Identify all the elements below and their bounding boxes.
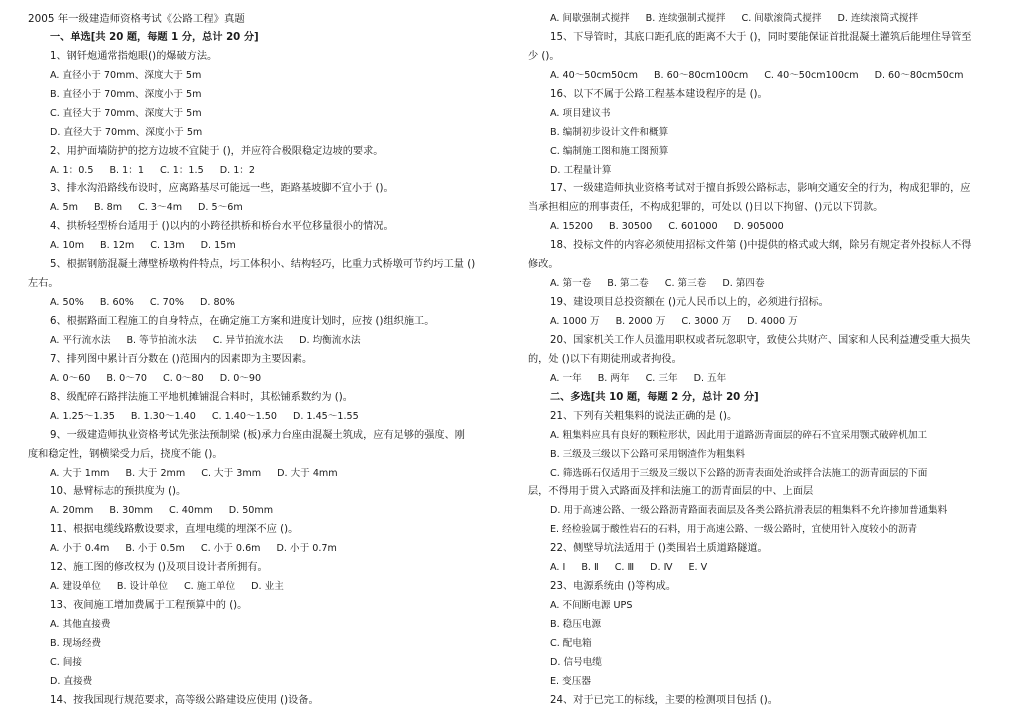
option-b: B. 30500 [609, 221, 653, 233]
question-14: 14、按我国现行规范要求，高等级公路建设应使用 ()设备。 [50, 694, 319, 706]
option-d: D. 0～90 [219, 372, 262, 384]
question-23-option-d: D. 信号电缆 [550, 656, 602, 668]
option-c: C. Ⅲ [614, 562, 635, 574]
question-1: 1、钢钎炮通常指炮眼()的爆破方法。 [50, 50, 218, 62]
question-4: 4、拱桥轻型桥台适用于 ()以内的小跨径拱桥和桥台水平位移量很小的情况。 [50, 221, 394, 233]
question-21-option-a: A. 粗集料应具有良好的颗粒形状，因此用于道路沥青面层的碎石不宜采用颚式破碎机加工 [550, 429, 928, 441]
option-d: D. 连续滚筒式搅拌 [837, 13, 919, 24]
option-d: D. 小于 0.7m [276, 543, 337, 555]
option-c: C. 3～4m [138, 202, 183, 214]
option-d: D. 均衡流水法 [299, 334, 361, 346]
option-d: D. 15m [200, 240, 236, 252]
question-15-line-1: 15、下导管时，其底口距孔底的距离不大于 ()，同时要能保证首批混凝土灌筑后能埋住导管至 [550, 31, 972, 43]
question-16: 16、以下不属于公路工程基本建设程序的是 ()。 [550, 88, 768, 100]
option-a: A. 1：0.5 [50, 164, 94, 176]
option-c: C. 间歇滚筒式搅拌 [741, 13, 822, 24]
question-19: 19、建设项目总投资额在 ()元人民币以上的，必须进行招标。 [550, 297, 829, 309]
question-19-options [528, 313, 998, 332]
question-3-options [28, 199, 502, 218]
option-c: C. 601000 [668, 221, 718, 233]
question-17-line-2: 当承担相应的刑事责任，不构成犯罪的，可处以 ()日以下拘留、()元以下罚款。 [528, 202, 884, 214]
question-14-options [528, 10, 998, 29]
section-heading-single-choice: 一、单选[共 20 题，每题 1 分，总计 20 分] [50, 31, 259, 43]
question-2-options [28, 162, 502, 181]
option-a: A. 间歇强制式搅拌 [550, 13, 630, 24]
option-d: D. 五年 [693, 372, 727, 384]
option-d: D. 80% [199, 297, 235, 309]
option-b: B. 2000 万 [615, 316, 666, 327]
question-13-option-c: C. 间接 [50, 656, 82, 668]
option-c: C. 三年 [645, 372, 678, 384]
option-d: D. 50mm [228, 505, 274, 517]
option-b: B. 等节拍流水法 [126, 334, 197, 346]
question-21-option-c-line-1: C. 筛选砾石仅适用于三级及三级以下公路的沥青表面处治或拌合法施工的沥青面层的下面 [550, 467, 928, 479]
option-b: B. 30mm [109, 505, 153, 517]
option-a: A. 第一卷 [550, 278, 592, 290]
question-13-option-d: D. 直接费 [50, 675, 93, 687]
option-c: C. 0～80 [163, 372, 204, 384]
document-title: 2005 年一级建造师资格考试《公路工程》真题 [28, 13, 245, 25]
option-d: D. 60～80cm50cm [874, 69, 964, 81]
section-heading-multiple-choice: 二、多选[共 10 题，每题 2 分，总计 20 分] [550, 391, 759, 403]
right-column [528, 10, 998, 711]
question-6: 6、根据路面工程施工的自身特点，在确定施工方案和进度计划时，应按 ()组织施工。 [50, 316, 435, 327]
question-21-option-b: B. 三级及三级以下公路可采用钢渣作为粗集料 [550, 448, 745, 460]
question-15-options [528, 67, 998, 86]
question-24: 24、对于已完工的标线，主要的检测项目包括 ()。 [550, 694, 778, 706]
question-7-options [28, 370, 502, 389]
question-1-option-d: D. 直径大于 70mm、深度小于 5m [50, 126, 203, 138]
option-a: A. 5m [50, 202, 78, 214]
option-d: D. 大于 4mm [277, 467, 338, 479]
option-a: A. 大于 1mm [50, 467, 110, 479]
option-a: A. 建设单位 [50, 581, 101, 593]
option-c: C. 40～50cm100cm [764, 69, 859, 81]
option-b: B. 12m [100, 240, 135, 252]
option-d: D. 1.45～1.55 [292, 410, 359, 422]
option-b: B. 1.30～1.40 [130, 410, 196, 422]
question-12-options [28, 578, 502, 597]
question-23-option-c: C. 配电箱 [550, 637, 592, 649]
option-a: A. 0～60 [50, 372, 91, 384]
question-9-line-1: 9、一级建造师执业资格考试先张法预制梁 (板)承力台座由混凝土筑成，应有足够的强度、刚 [50, 429, 465, 441]
question-21-option-d: D. 用于高速公路、一级公路沥青路面表面层及各类公路抗滑表层的粗集料不允许掺加普通集料 [550, 505, 948, 517]
question-20-line-2: 的，处 ()以下有期徒刑或者拘役。 [528, 353, 682, 365]
question-1-option-c: C. 直径大于 70mm、深度大于 5m [50, 107, 202, 119]
option-c: C. 异节拍流水法 [212, 334, 284, 346]
option-d: D. 905000 [733, 221, 784, 233]
option-b: B. 小于 0.5m [125, 543, 185, 555]
option-d: D. 4000 万 [747, 316, 798, 327]
question-17-options [528, 218, 998, 237]
question-18-line-1: 18、投标文件的内容必须使用招标文件第 ()中提供的格式或大纲，除另有规定者外投标人不得 [550, 240, 972, 252]
option-d: D. 业主 [251, 581, 284, 593]
option-c: C. 施工单位 [183, 581, 236, 593]
option-a: A. 40～50cm50cm [550, 69, 638, 81]
question-20-line-1: 20、国家机关工作人员滥用职权或者玩忽职守，致使公共财产、国家和人民利益遭受重大损失 [550, 334, 971, 346]
option-b: B. 60～80cm100cm [653, 69, 749, 81]
question-9-line-2: 度和稳定性，钢横梁受力后，挠度不能 ()。 [28, 448, 223, 460]
option-c: C. 大于 3mm [201, 467, 262, 479]
question-1-option-a: A. 直径小于 70mm、深度大于 5m [50, 69, 202, 81]
question-15-line-2: 少 ()。 [528, 50, 560, 62]
question-17-line-1: 17、一级建造师执业资格考试对于擅自拆毁公路标志，影响交通安全的行为，构成犯罪的，应 [550, 183, 971, 195]
option-a: A. 一年 [550, 372, 582, 384]
option-a: A. 1000 万 [550, 316, 600, 327]
question-16-option-d: D. 工程量计算 [550, 164, 612, 176]
question-23-option-e: E. 变压器 [550, 675, 591, 687]
option-c: C. 3000 万 [681, 316, 732, 327]
question-13: 13、夜间施工增加费属于工程预算中的 ()。 [50, 600, 248, 612]
option-c: C. 70% [149, 297, 184, 309]
question-20-options [528, 370, 998, 389]
question-13-option-a: A. 其他直接费 [50, 619, 111, 630]
question-5-options [28, 294, 502, 313]
question-23-option-b: B. 稳压电源 [550, 619, 602, 630]
option-b: B. 1：1 [109, 164, 144, 176]
question-21-option-e: E. 经检验属于酸性岩石的石料，用于高速公路、一级公路时，宜使用针入度较小的沥青 [550, 524, 918, 536]
option-d: D. Ⅳ [650, 562, 673, 574]
option-c: C. 40mm [169, 505, 213, 517]
option-a: A. Ⅰ [550, 562, 566, 574]
question-8-options [28, 408, 502, 427]
option-b: B. 60% [99, 297, 134, 309]
question-1-option-b: B. 直径小于 70mm、深度小于 5m [50, 88, 202, 100]
option-b: B. 设计单位 [116, 581, 168, 593]
option-d: D. 第四卷 [722, 278, 765, 290]
question-16-option-b: B. 编制初步设计文件和概算 [550, 126, 669, 138]
option-a: A. 10m [50, 240, 85, 252]
question-21-option-c-line-2: 层，不得用于贯入式路面及拌和法施工的沥青面层的中、上面层 [528, 486, 814, 498]
question-5-line-2: 左右。 [28, 278, 59, 290]
option-c: C. 13m [150, 240, 185, 252]
option-e: E. Ⅴ [688, 562, 708, 574]
question-22-options [528, 559, 998, 578]
option-b: B. 连续强制式搅拌 [645, 13, 726, 24]
option-b: B. 大于 2mm [125, 467, 186, 479]
option-a: A. 50% [50, 297, 84, 309]
question-23: 23、电源系统由 ()等构成。 [550, 581, 677, 593]
option-b: B. Ⅱ [581, 562, 599, 574]
question-18-line-2: 修改。 [528, 259, 559, 271]
option-b: B. 8m [93, 202, 123, 214]
option-c: C. 第三卷 [664, 278, 707, 290]
option-a: A. 平行流水法 [50, 334, 111, 346]
question-10: 10、悬臂标志的预拱度为 ()。 [50, 486, 187, 498]
option-c: C. 1.40～1.50 [211, 410, 277, 422]
question-23-option-a: A. 不间断电源 UPS [550, 600, 633, 612]
question-11: 11、根据电缆线路敷设要求，直埋电缆的埋深不应 ()。 [50, 524, 299, 536]
question-6-options [28, 332, 502, 351]
option-a: A. 15200 [550, 221, 594, 233]
question-18-options [528, 275, 998, 294]
option-d: D. 5～6m [198, 202, 243, 214]
option-b: B. 第二卷 [607, 278, 649, 290]
option-c: C. 1：1.5 [159, 164, 204, 176]
question-11-options [28, 540, 502, 559]
question-16-option-c: C. 编制施工图和施工图预算 [550, 145, 669, 157]
question-16-option-a: A. 项目建议书 [550, 107, 611, 119]
option-a: A. 20mm [50, 505, 94, 517]
option-b: B. 0～70 [106, 372, 147, 384]
question-13-option-b: B. 现场经费 [50, 637, 102, 649]
question-3: 3、排水沟沿路线布设时，应离路基尽可能远一些，距路基坡脚不宜小于 ()。 [50, 183, 394, 195]
question-12: 12、施工图的修改权为 ()及项目设计者所拥有。 [50, 562, 268, 574]
question-5-line-1: 5、根据钢筋混凝土薄壁桥墩构件特点，圬工体积小、结构轻巧，比重力式桥墩可节约圬工量 () [50, 259, 476, 271]
option-d: D. 1：2 [219, 164, 255, 176]
left-column [28, 10, 502, 711]
option-b: B. 两年 [597, 372, 630, 384]
option-c: C. 小于 0.6m [200, 543, 261, 555]
question-4-options [28, 237, 502, 256]
question-22: 22、侧壁导坑法适用于 ()类围岩土质道路隧道。 [550, 543, 768, 555]
question-8: 8、级配碎石路拌法施工平地机摊铺混合料时，其松铺系数约为 ()。 [50, 391, 353, 403]
question-21: 21、下列有关粗集料的说法正确的是 ()。 [550, 410, 738, 422]
option-a: A. 1.25～1.35 [50, 410, 115, 422]
question-9-options [28, 465, 502, 484]
question-2: 2、用护面墙防护的挖方边坡不宜陡于 ()，并应符合极限稳定边坡的要求。 [50, 145, 384, 157]
question-7: 7、排列图中累计百分数在 ()范围内的因素即为主要因素。 [50, 353, 313, 365]
option-a: A. 小于 0.4m [50, 543, 110, 555]
question-10-options [28, 502, 502, 521]
